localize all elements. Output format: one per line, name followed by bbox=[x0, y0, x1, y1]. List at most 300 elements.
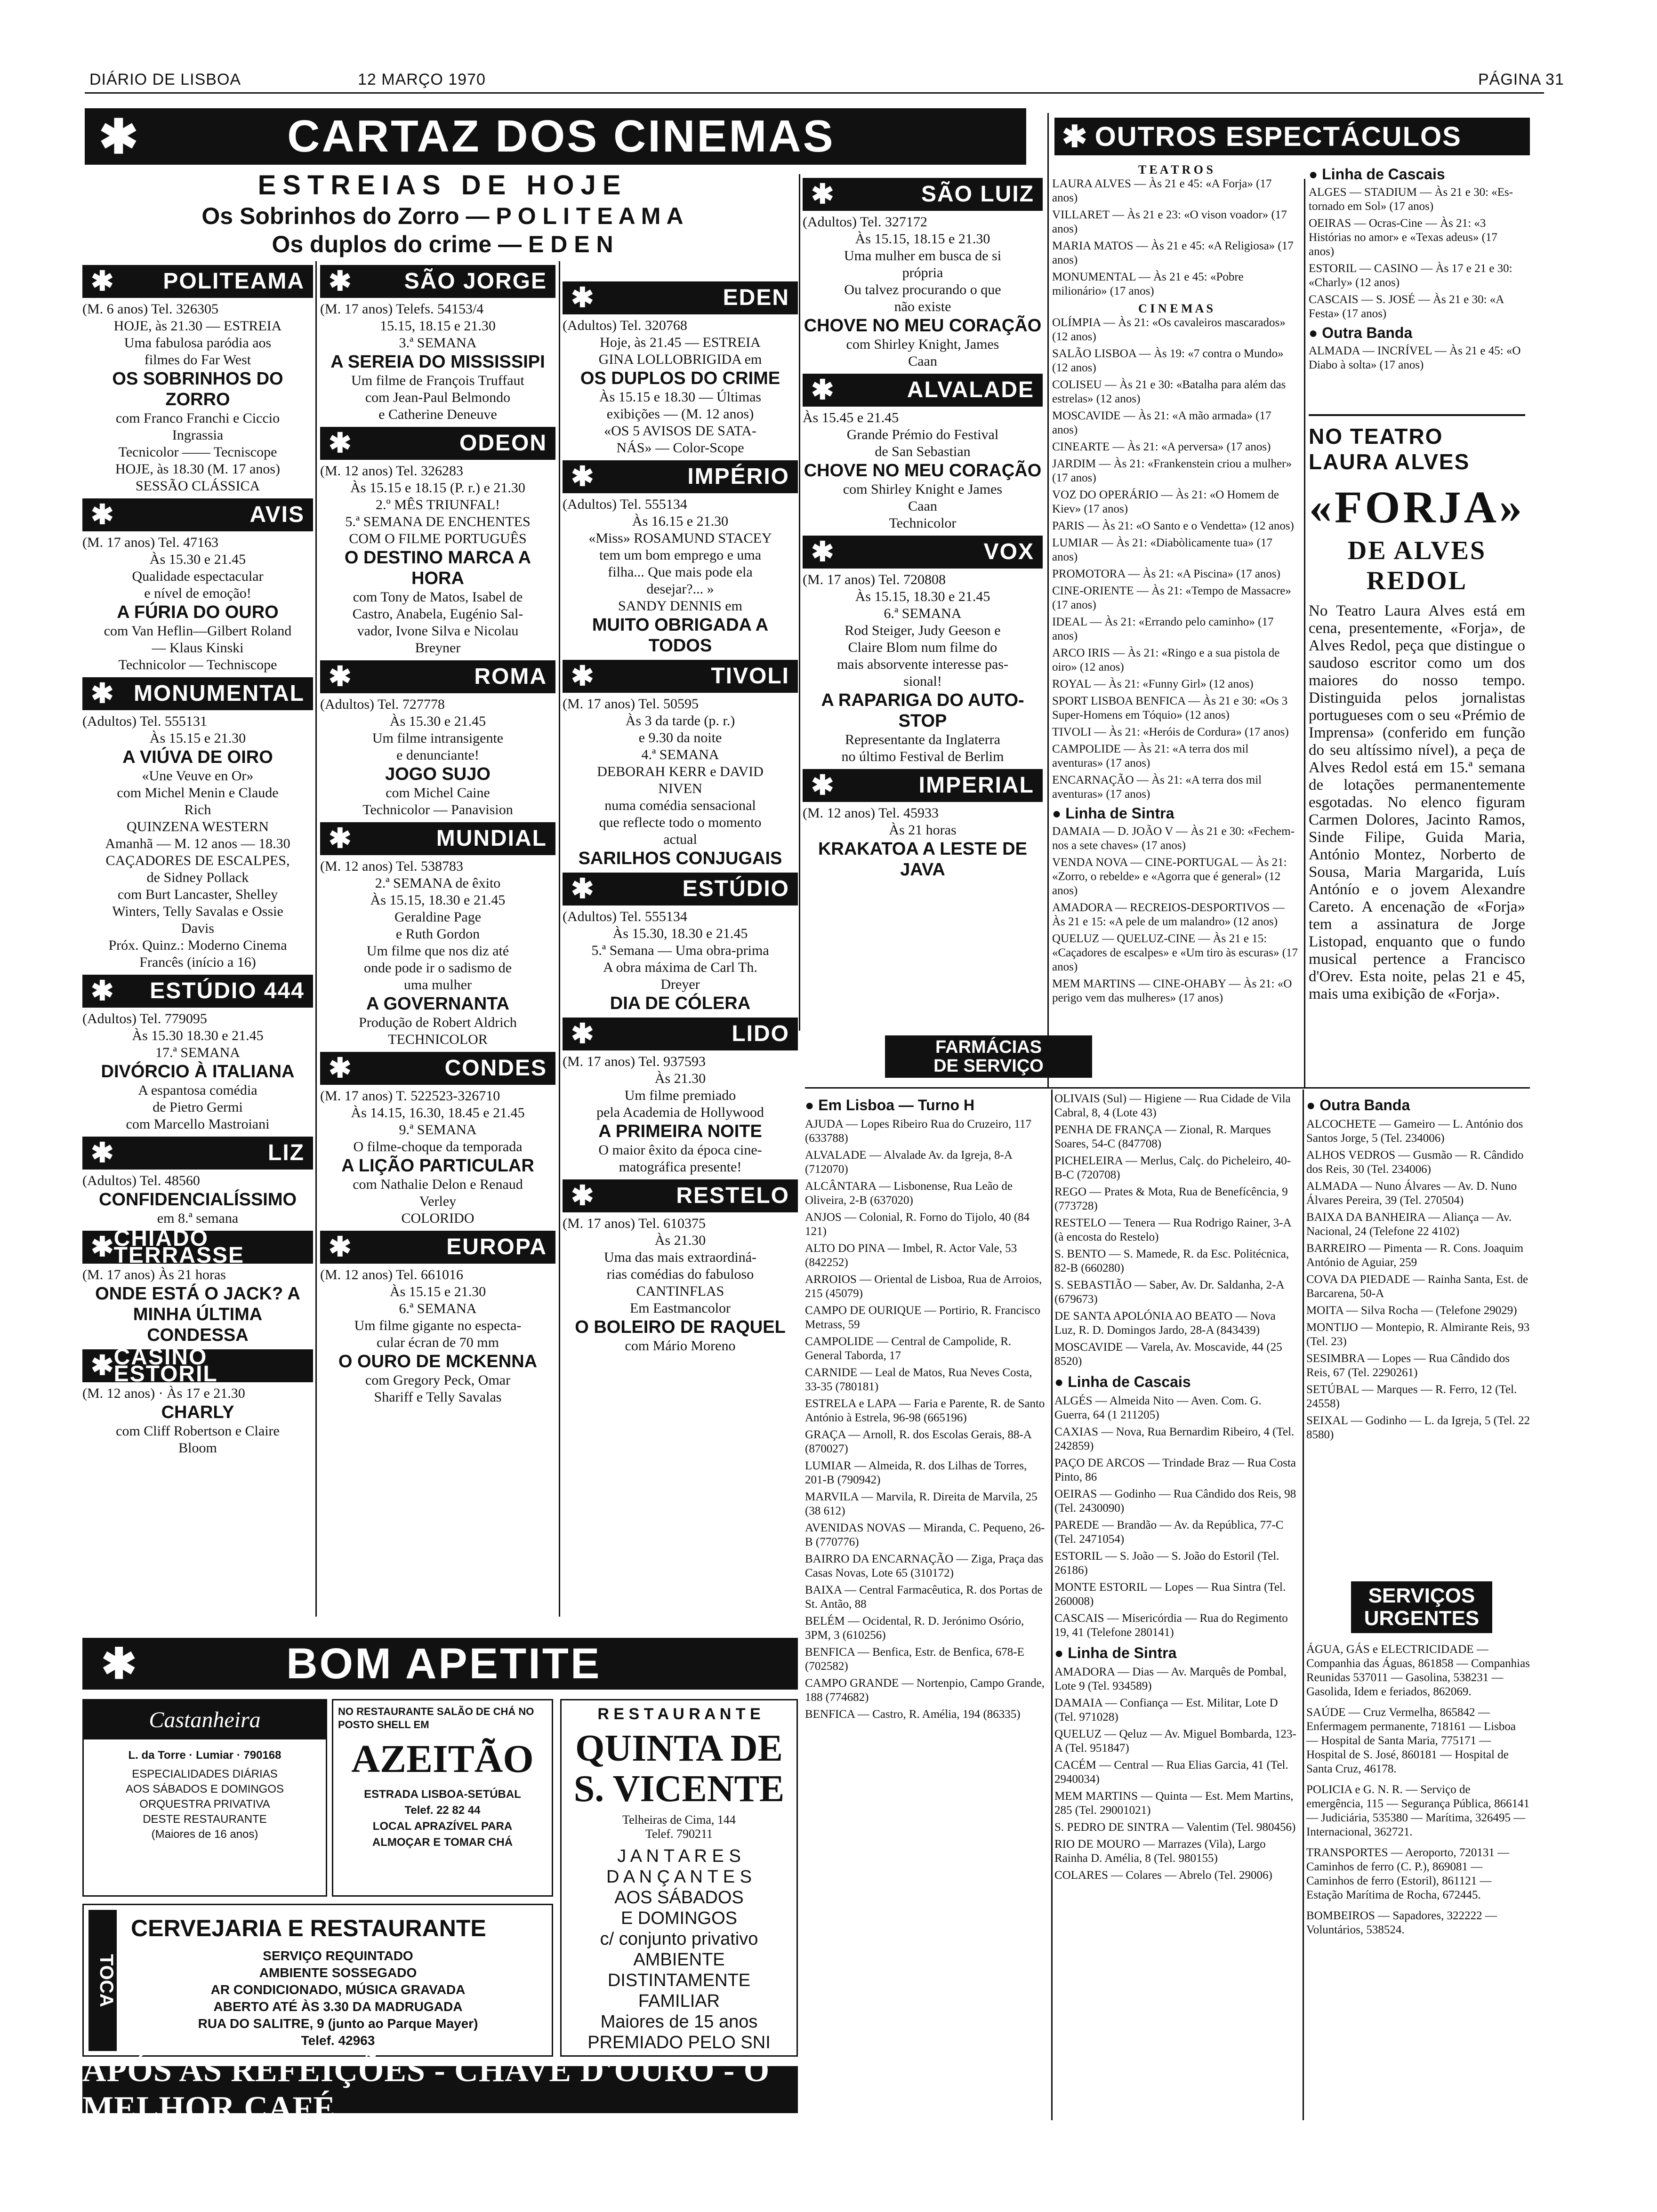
cinema-listing-sao-luiz bbox=[803, 178, 1043, 370]
farm-banda-heading-text: Outra Banda bbox=[1319, 1097, 1410, 1114]
ad-line: FAMILIAR bbox=[638, 1991, 720, 2011]
asterisk-icon: ✱ bbox=[571, 1018, 594, 1049]
listing-line: Claire Blom num filme do bbox=[848, 640, 997, 655]
quinta-phone: Telef. 790211 bbox=[645, 1827, 713, 1841]
cinema-banner bbox=[320, 660, 555, 693]
bullet-icon: ● bbox=[805, 1097, 819, 1114]
farmacias-title: FARMÁCIAS DE SERVIÇO bbox=[933, 1037, 1044, 1076]
listing-line: Caan bbox=[908, 353, 937, 369]
listing-line: Às 15.15 e 21.30 bbox=[389, 1284, 486, 1299]
pharmacy-entry: ALCÂNTARA — Lisbonense, Rua Leão de Oliveira, 2-B (637020) bbox=[805, 1180, 1013, 1207]
listing-line: Ingrassia bbox=[172, 427, 224, 443]
cinema-entry: CINEARTE — Às 21: «A perversa» (17 anos) bbox=[1052, 441, 1271, 453]
cartaz-title: CARTAZ DOS CINEMAS bbox=[287, 111, 835, 161]
outros-banner bbox=[1054, 118, 1530, 155]
cinema-listing-vox bbox=[803, 536, 1043, 765]
listing-line: (M. 12 anos) Tel. 661016 bbox=[320, 1267, 463, 1282]
listing-line: onde pode ir o sadismo de bbox=[363, 960, 512, 976]
cinema-banner bbox=[82, 975, 313, 1008]
cinema-name: IMPÉRIO bbox=[687, 464, 789, 489]
cinema-entry: OLÍMPIA — Às 21: «Os cavaleiros mascarados» (12 anos) bbox=[1052, 316, 1286, 343]
film-title: SARILHOS CONJUGAIS bbox=[578, 849, 782, 868]
listing-line: Um filme premiado bbox=[624, 1088, 736, 1103]
pharmacy-entry: GRAÇA — Arnoll, R. dos Escolas Gerais, 88-A (870027) bbox=[805, 1428, 1031, 1455]
listing-line: (M. 12 anos) Tel. 538783 bbox=[320, 858, 463, 874]
listing-line: Às 15.15 e 18.15 (P. r.) e 21.30 bbox=[350, 480, 525, 496]
asterisk-icon: ✱ bbox=[329, 661, 352, 692]
listing-line: (M. 12 anos) Tel. 326283 bbox=[320, 463, 463, 479]
cartaz-banner bbox=[85, 108, 1026, 165]
listing-line: Francês (início a 16) bbox=[139, 954, 256, 970]
ad-line: ALMOÇAR E TOMAR CHÁ bbox=[372, 1836, 513, 1849]
farmacias-banner bbox=[885, 1035, 1092, 1078]
pharmacy-entry: S. PEDRO DE SINTRA — Valentim (Tel. 980456) bbox=[1054, 1821, 1296, 1834]
cascais-entry: OEIRAS — Ocras-Cine — Às 21: «3 Histórias no amor» e «Texas adeus» (17 anos) bbox=[1309, 217, 1497, 258]
listing-line: Shariff e Telly Savalas bbox=[374, 1389, 502, 1405]
teatro-subtitle: DE ALVES REDOL bbox=[1347, 536, 1487, 595]
listing-line: e denunciante! bbox=[396, 747, 479, 763]
listing-line: (M. 12 anos) Tel. 45933 bbox=[803, 805, 939, 821]
listing-line: Às 16.15 e 21.30 bbox=[632, 513, 729, 529]
cinema-entry: TIVOLI — Às 21: «Heróis de Cordura» (17 anos) bbox=[1052, 726, 1289, 738]
asterisk-icon: ✱ bbox=[811, 179, 834, 209]
sintra-entry: AMADORA — RECREIOS-DESPORTIVOS — Às 21 e 15: «A pele de um malandro» (12 anos) bbox=[1052, 901, 1285, 928]
listing-line: (M. 17 anos) Tel. 937593 bbox=[563, 1054, 706, 1069]
cinema-name: VOX bbox=[983, 539, 1034, 564]
listing-line: Um filme gigante no especta- bbox=[354, 1318, 522, 1333]
cinema-name: ALVALADE bbox=[907, 377, 1034, 402]
pharmacy-entry: PENHA DE FRANÇA — Zional, R. Marques Soares, 54-C (847708) bbox=[1054, 1123, 1271, 1150]
farmacias-rule bbox=[805, 1087, 1530, 1089]
listing-line: 17.ª SEMANA bbox=[155, 1045, 240, 1060]
listing-line: HOJE, às 18.30 (M. 17 anos) bbox=[115, 461, 280, 477]
listing-line: — Klaus Kinski bbox=[152, 640, 244, 656]
page-number: PÁGINA 31 bbox=[1478, 71, 1564, 88]
listing-line: com Shirley Knight e James bbox=[843, 481, 1003, 497]
listing-line: Representante da Inglaterra bbox=[845, 732, 1000, 747]
ad-line: SERVIÇO REQUINTADO bbox=[263, 1948, 413, 1963]
cinema-listing-mundial bbox=[320, 822, 555, 1048]
urgentes-list bbox=[1306, 1643, 1530, 1944]
listing-line: NÁS» — Color-Scope bbox=[616, 440, 744, 456]
film-title: OS DUPLOS DO CRIME bbox=[580, 369, 780, 388]
listing-line: 5.ª SEMANA DE ENCHENTES bbox=[345, 514, 531, 529]
pharmacy-entry: ARROIOS — Oriental de Lisboa, Rua de Arroios, 215 (45079) bbox=[805, 1273, 1042, 1300]
outros-left-column bbox=[1052, 162, 1299, 1008]
pharmacy-entry: S. SEBASTIÃO — Saber, Av. Dr. Saldanha, 2-A (679673) bbox=[1054, 1279, 1284, 1306]
cinema-banner bbox=[563, 873, 798, 906]
pharmacy-entry: ALMADA — Nuno Álvares — Av. D. Nuno Álvares Pereira, 39 (Tel. 270504) bbox=[1306, 1180, 1517, 1207]
listing-line: e Ruth Gordon bbox=[395, 926, 480, 942]
ad-line: Telef. 42963 bbox=[301, 2033, 375, 2048]
cascais-heading-text: Linha de Cascais bbox=[1322, 166, 1445, 183]
listing-line: (M. 17 anos) Tel. 610375 bbox=[563, 1216, 706, 1231]
listing-line: (Adultos) Tel. 327172 bbox=[803, 214, 927, 230]
listing-line: GINA LOLLOBRIGIDA em bbox=[598, 352, 762, 367]
listing-line: COLORIDO bbox=[401, 1210, 475, 1226]
banda-heading-text: Outra Banda bbox=[1322, 324, 1413, 341]
ad-line: RUA DO SALITRE, 9 (junto ao Parque Mayer) bbox=[198, 2016, 478, 2031]
farm-cascais-heading-text: Linha de Cascais bbox=[1068, 1373, 1191, 1390]
listing-line: Dreyer bbox=[660, 977, 700, 992]
film-title: DIA DE CÓLERA bbox=[610, 994, 751, 1013]
listing-line: Castro, Anabela, Eugénio Sal- bbox=[352, 606, 523, 622]
cinema-listing-imperial bbox=[803, 769, 1043, 880]
asterisk-icon: ✱ bbox=[329, 266, 352, 297]
teatro-heading-2: LAURA ALVES bbox=[1309, 449, 1470, 474]
cinema-name: RESTELO bbox=[676, 1183, 789, 1208]
listing-line: (Adultos) Tel. 727778 bbox=[320, 697, 445, 712]
listing-line: Qualidade espectacular bbox=[132, 569, 264, 584]
farm-cascais-heading bbox=[1054, 1373, 1299, 1390]
banda-heading bbox=[1309, 326, 1525, 340]
listing-line: Technicolor — Techniscope bbox=[118, 657, 277, 673]
listing-line: filmes do Far West bbox=[144, 352, 251, 368]
listing-line: HOJE, às 21.30 — ESTREIA bbox=[113, 318, 282, 334]
pharmacy-entry: MARVILA — Marvila, R. Direita de Marvila, 25 (38 612) bbox=[805, 1491, 1038, 1517]
cinema-banner bbox=[563, 1179, 798, 1212]
pharmacy-entry: BAIXA DA BANHEIRA — Aliança — Av. Nacional, 24 (Telefone 22 4102) bbox=[1306, 1211, 1512, 1238]
listing-line: Às 15.30 e 21.45 bbox=[149, 552, 246, 567]
cinema-listing-eden bbox=[563, 281, 798, 457]
urgent-service-entry: TRANSPORTES — Aeroporto, 720131 — Caminhos de ferro (C. P.), 869081 — Caminhos de ferro (Estoril), 861121 — Estação Marítima de Rocha, 672445. bbox=[1306, 1846, 1510, 1901]
pharmacy-entry: CASCAIS — Misericórdia — Rua do Regimento 19, 41 (Telefone 280141) bbox=[1054, 1612, 1288, 1639]
cinema-banner bbox=[82, 677, 313, 710]
estreias-heading: ESTREIAS DE HOJE bbox=[257, 170, 627, 200]
quinta-address: Telheiras de Cima, 144 bbox=[622, 1813, 736, 1827]
listing-line: Um filme que nos diz até bbox=[366, 943, 509, 959]
issue-date: 12 MARÇO 1970 bbox=[358, 71, 486, 88]
pharmacy-entry: BENFICA — Castro, R. Amélia, 194 (86335) bbox=[805, 1708, 1021, 1721]
sintra-entry: DAMAIA — D. JOÃO V — Às 21 e 30: «Fechem-nos a sete chaves» (17 anos) bbox=[1052, 825, 1295, 852]
cinema-listing-condes bbox=[320, 1052, 555, 1227]
column-divider bbox=[1303, 1090, 1304, 2120]
listing-line: matográfica presente! bbox=[619, 1159, 742, 1175]
teatro-heading-1: NO TEATRO bbox=[1309, 424, 1443, 449]
column-divider bbox=[559, 261, 560, 1617]
listing-line: (M. 17 anos) Tel. 50595 bbox=[563, 696, 699, 712]
cinema-banner bbox=[803, 374, 1043, 407]
ad-line: D A N Ç A N T E S bbox=[606, 1867, 752, 1887]
listing-line: Às 15.30 e 21.45 bbox=[389, 713, 486, 729]
cinema-banner bbox=[320, 1052, 555, 1085]
cinema-name: EUROPA bbox=[446, 1234, 547, 1259]
teatros-heading: T E A T R O S bbox=[1138, 163, 1213, 176]
asterisk-icon: ✱ bbox=[571, 874, 594, 904]
cascais-entry: ALGES — STADIUM — Às 21 e 30: «Es-tornado em Sol» (17 anos) bbox=[1309, 186, 1513, 213]
listing-line: Às 15.15 e 21.30 bbox=[149, 730, 246, 746]
sintra-entry: MEM MARTINS — CINE-OHABY — Às 21: «O perigo vem das mulheres» (17 anos) bbox=[1052, 978, 1292, 1004]
listing-line: (M. 17 anos) Tel. 720808 bbox=[803, 572, 946, 587]
listing-line: «Une Veuve en Or» bbox=[142, 768, 254, 784]
cervejaria-lines bbox=[131, 1948, 545, 2049]
listing-line: com Jean-Paul Belmondo bbox=[365, 390, 511, 405]
listing-line: Às 21.30 bbox=[654, 1071, 706, 1086]
ad-line: c/ conjunto privativo bbox=[600, 1929, 758, 1949]
listing-line: com Michel Menin e Claude bbox=[117, 785, 279, 801]
ad-line: ESPECIALIDADES DIÁRIAS bbox=[132, 1768, 278, 1780]
castanheira-lines bbox=[84, 1767, 326, 1842]
listing-line: (Adultos) Tel. 555131 bbox=[82, 713, 207, 729]
listing-line: que reflecte todo o momento bbox=[599, 815, 762, 830]
listing-line: (M. 17 anos) T. 522523-326710 bbox=[320, 1088, 500, 1104]
asterisk-icon: ✱ bbox=[91, 499, 114, 530]
film-title: A PRIMEIRA NOITE bbox=[598, 1122, 762, 1141]
castanheira-logo: Castanheira bbox=[84, 1700, 326, 1739]
cinema-banner bbox=[563, 660, 798, 693]
listing-line: Em Eastmancolor bbox=[629, 1300, 731, 1316]
asterisk-icon: ✱ bbox=[811, 770, 834, 801]
pharmacy-entry: DAMAIA — Confiança — Est. Militar, Lote D (Tel. 971028) bbox=[1054, 1697, 1278, 1723]
listing-line: QUINZENA WESTERN bbox=[127, 819, 269, 834]
listing-line: Às 21 horas bbox=[889, 822, 957, 838]
asterisk-icon: ✱ bbox=[329, 428, 352, 458]
listing-line: 2.º MÊS TRIUNFAL! bbox=[375, 497, 500, 513]
pharmacy-entry: MONTE ESTORIL — Lopes — Rua Sintra (Tel. 260008) bbox=[1054, 1581, 1286, 1608]
cinema-name: LIDO bbox=[732, 1021, 789, 1046]
outros-right-column bbox=[1309, 162, 1525, 375]
listing-line: 2.ª SEMANA de êxito bbox=[375, 875, 501, 891]
urgent-service-entry: POLICIA e G. N. R. — Serviço de emergência, 115 — Segurança Pública, 866141 — Judiciária, 535380 — Marítima, 326495 — Internacional, 362721. bbox=[1306, 1783, 1530, 1838]
listing-line: DEBORAH KERR e DAVID bbox=[597, 764, 764, 779]
listing-line: com Gregory Peck, Omar bbox=[365, 1372, 511, 1388]
cinema-listing-politeama bbox=[82, 265, 313, 495]
urgent-service-entry: SAÚDE — Cruz Vermelha, 865842 — Enfermagem permanente, 718161 — Lisboa — Hospital de Santa Maria, 775171 — Hospital de S. José, 860181 — Hospital de Santa Cruz, 46178. bbox=[1306, 1706, 1516, 1775]
cinema-banner bbox=[82, 498, 313, 531]
asterisk-icon: ✱ bbox=[91, 1138, 114, 1168]
cinema-name: MUNDIAL bbox=[436, 826, 547, 851]
listing-line: Às 15.15, 18.30 e 21.45 bbox=[370, 892, 506, 908]
listing-line: de San Sebastian bbox=[875, 444, 971, 459]
asterisk-icon: ✱ bbox=[329, 1232, 352, 1262]
listing-line: A obra máxima de Carl Th. bbox=[603, 960, 757, 975]
cinema-name: TIVOLI bbox=[711, 664, 789, 689]
listing-line: Verley bbox=[419, 1194, 457, 1209]
teatro-entry: VILLARET — Às 21 e 23: «O vison voador» (17 anos) bbox=[1052, 208, 1287, 235]
listing-line: 6.ª SEMANA bbox=[884, 606, 962, 621]
pharmacy-entry: CAMPO GRANDE — Nortenpio, Campo Grande, 188 (774682) bbox=[805, 1677, 1045, 1704]
listing-line: com Franco Franchi e Ciccio bbox=[115, 410, 280, 426]
listing-line: Rod Steiger, Judy Geeson e bbox=[845, 623, 1001, 638]
pharmacy-entry: SEIXAL — Godinho — L. da Igreja, 5 (Tel. 22 8580) bbox=[1306, 1414, 1530, 1441]
column-divider bbox=[1304, 179, 1305, 1087]
pharmacy-entry: CAMPO DE OURIQUE — Portirio, R. Francisco Metrass, 59 bbox=[805, 1304, 1040, 1331]
listing-line: CAÇADORES DE ESCALPES, bbox=[105, 853, 290, 868]
listing-line: tem um bom emprego e uma bbox=[599, 547, 762, 563]
cinema-entry: CINE-ORIENTE — Às 21: «Tempo de Massacre» (17 anos) bbox=[1052, 585, 1291, 611]
listing-line: Produção de Robert Aldrich bbox=[359, 1015, 517, 1030]
listing-line: Um filme de François Truffaut bbox=[351, 373, 524, 388]
teatro-entry: MARIA MATOS — Às 21 e 45: «A Religiosa» (17 anos) bbox=[1052, 240, 1294, 266]
asterisk-icon: ✱ bbox=[571, 282, 594, 313]
bullet-icon: ● bbox=[1052, 805, 1066, 822]
asterisk-icon: ✱ bbox=[91, 266, 114, 297]
listing-line: com Marcello Mastroiani bbox=[126, 1116, 270, 1132]
listing-line: Às 15.30, 18.30 e 21.45 bbox=[612, 926, 748, 941]
listing-line: COM O FILME PORTUGUÊS bbox=[349, 531, 527, 546]
quinta-name-1: QUINTA DE bbox=[575, 1728, 783, 1769]
ad-line: PREMIADO PELO SNI bbox=[587, 2033, 771, 2052]
pharmacy-entry: PAÇO DE ARCOS — Trindade Braz — Rua Costa Pinto, 86 bbox=[1054, 1457, 1296, 1483]
listing-line: Breyner bbox=[415, 640, 461, 656]
film-title: A GOVERNANTA bbox=[366, 994, 509, 1014]
film-title: A SEREIA DO MISSISSIPI bbox=[330, 352, 545, 372]
cinema-listing-avis bbox=[82, 498, 313, 673]
sintra-heading-text: Linha de Sintra bbox=[1065, 805, 1174, 822]
cinema-banner bbox=[82, 1137, 313, 1170]
listing-line: (Adultos) Tel. 48560 bbox=[82, 1173, 200, 1188]
listing-line: Às 15.15, 18.15 e 21.30 bbox=[855, 231, 990, 247]
pharmacy-entry: ANJOS — Colonial, R. Forno do Tijolo, 40 (84 121) bbox=[805, 1211, 1030, 1238]
film-title: O BOLEIRO DE RAQUEL bbox=[575, 1317, 786, 1337]
listing-line: (Adultos) Tel. 555134 bbox=[563, 909, 687, 924]
farmacias-column-1 bbox=[805, 1092, 1050, 1724]
listing-line: Um filme intransigente bbox=[372, 730, 504, 746]
quinta-top: R E S T A U R A N T E bbox=[597, 1705, 761, 1723]
cinema-name: EDEN bbox=[723, 285, 789, 310]
cinema-banner bbox=[803, 178, 1043, 211]
listing-line: Winters, Telly Savalas e Ossie bbox=[112, 904, 283, 919]
film-title: A FÚRIA DO OURO bbox=[117, 602, 279, 622]
film-title: CHOVE NO MEU CORAÇÃO bbox=[804, 316, 1042, 336]
pharmacy-entry: BARREIRO — Pimenta — R. Cons. Joaquim António de Aguiar, 259 bbox=[1306, 1242, 1524, 1269]
pharmacy-entry: AVENIDAS NOVAS — Miranda, C. Pequeno, 26-B (770776) bbox=[805, 1522, 1045, 1548]
cinema-column-2 bbox=[320, 261, 555, 1406]
column-divider bbox=[1051, 1090, 1053, 2120]
listing-line: Às 21.30 bbox=[654, 1233, 706, 1248]
cinema-listing-restelo bbox=[563, 1179, 798, 1354]
listing-line: e nível de emoção! bbox=[144, 585, 251, 601]
cinema-listing-tivoli bbox=[563, 660, 798, 869]
azeitao-name: AZEITÃO bbox=[351, 1737, 534, 1781]
listing-line: numa comédia sensacional bbox=[604, 798, 756, 813]
listing-line: Às 14.15, 16.30, 18.45 e 21.45 bbox=[351, 1105, 525, 1121]
cascais-entry: ESTORIL — CASINO — Às 17 e 21 e 30: «Charly» (12 anos) bbox=[1309, 262, 1512, 289]
listing-line: Próx. Quinz.: Moderno Cinema bbox=[108, 938, 287, 953]
quinta-name-2: S. VICENTE bbox=[573, 1768, 785, 1810]
bom-apetite-title: BOM APETITE bbox=[286, 1639, 602, 1688]
listing-line: Às 3 da tarde (p. r.) bbox=[625, 713, 735, 729]
toca-logo: TOCA bbox=[88, 1910, 117, 2051]
pharmacy-entry: DE SANTA APOLÓNIA AO BEATO — Nova Luz, R. D. Domingos Jardo, 28-A (843439) bbox=[1054, 1310, 1276, 1337]
listing-line: com Burt Lancaster, Shelley bbox=[117, 887, 278, 902]
farmacias-column-3 bbox=[1306, 1092, 1530, 1445]
outros-title: OUTROS ESPECTÁCULOS bbox=[1094, 121, 1462, 152]
listing-line: Às 15.30 18.30 e 21.45 bbox=[132, 1028, 264, 1043]
listing-line: de Sidney Pollack bbox=[146, 870, 249, 885]
listing-line: (M. 17 anos) Tel. 47163 bbox=[82, 535, 218, 550]
cinema-name: ODEON bbox=[459, 431, 547, 456]
listing-line: exibições — (M. 12 anos) bbox=[606, 406, 754, 422]
listing-line: «Miss» ROSAMUND STACEY bbox=[588, 530, 772, 546]
listing-line: e Catherine Deneuve bbox=[378, 407, 497, 422]
cinema-entry: SALÃO LISBOA — Às 19: «7 contra o Mundo» (12 anos) bbox=[1052, 347, 1284, 374]
listing-line: mais absorvente interesse pas- bbox=[837, 657, 1009, 672]
ad-line: DESTE RESTAURANTE bbox=[143, 1813, 267, 1826]
listing-line: Technicolor — Panavision bbox=[362, 802, 513, 817]
pharmacy-entry: MONTIJO — Montepio, R. Almirante Reis, 93 (Tel. 23) bbox=[1306, 1321, 1530, 1348]
cinema-entry: LUMIAR — Às 21: «Diabòlicamente tua» (17 anos) bbox=[1052, 537, 1272, 563]
cinema-entry: JARDIM — Às 21: «Frankenstein criou a mulher» (17 anos) bbox=[1052, 457, 1292, 484]
cinema-listing-monumental bbox=[82, 677, 313, 971]
ad-line: AOS SÁBADOS E DOMINGOS bbox=[125, 1783, 284, 1795]
cinema-name: IMPERIAL bbox=[918, 773, 1034, 798]
pharmacy-entry: COVA DA PIEDADE — Rainha Santa, Est. de Barcarena, 50-A bbox=[1306, 1273, 1528, 1300]
listing-line: «OS 5 AVISOS DE SATA- bbox=[604, 423, 756, 439]
article-rule bbox=[1309, 414, 1525, 416]
cervejaria-name: CERVEJARIA E RESTAURANTE bbox=[131, 1915, 486, 1941]
teatro-title: «FORJA» bbox=[1309, 482, 1525, 532]
farm-banda-heading bbox=[1306, 1097, 1530, 1114]
asterisk-icon: ✱ bbox=[91, 1350, 114, 1381]
listing-line: Technicolor bbox=[889, 515, 957, 531]
estreia-1: Os Sobrinhos do Zorro — P O L I T E A M A bbox=[201, 203, 684, 229]
cinema-listing-estudio-444 bbox=[82, 975, 313, 1133]
cinema-column-1 bbox=[82, 261, 313, 1457]
asterisk-icon: ✱ bbox=[91, 976, 114, 1006]
listing-line: Davis bbox=[181, 921, 214, 936]
pharmacy-entry: ESTORIL — S. João — S. João do Estoril (Tel. 26186) bbox=[1054, 1550, 1279, 1577]
bullet-icon: ● bbox=[1054, 1373, 1068, 1390]
listing-line: e 9.30 da noite bbox=[638, 730, 722, 745]
pharmacy-entry: ALVALADE — Alvalade Av. da Igreja, 8-A (712070) bbox=[805, 1149, 1012, 1176]
asterisk-icon: ✱ bbox=[329, 1053, 352, 1083]
listing-line: filha... Que mais pode ela bbox=[608, 564, 753, 580]
film-title: CONFIDENCIALÍSSIMO bbox=[98, 1190, 297, 1210]
cinema-name: ROMA bbox=[474, 664, 547, 689]
cinemas-heading: C I N E M A S bbox=[1138, 302, 1213, 315]
listing-line: (M. 12 anos) · Às 17 e 21.30 bbox=[82, 1386, 245, 1401]
cinema-name: CHIADO TERRASSE bbox=[113, 1226, 244, 1268]
cinema-name: POLITEAMA bbox=[163, 269, 305, 294]
bom-apetite-banner bbox=[82, 1638, 798, 1690]
cinema-banner bbox=[563, 281, 798, 314]
listing-line: (M. 17 anos) Telefs. 54153/4 bbox=[320, 301, 484, 317]
cinema-entry: IDEAL — Às 21: «Errando pelo caminho» (17 anos) bbox=[1052, 616, 1274, 642]
film-title: A VIÚVA DE OIRO bbox=[122, 747, 273, 767]
pharmacy-entry: RESTELO — Tenera — Rua Rodrigo Rainer, 3-A (à encosta do Restelo) bbox=[1054, 1217, 1291, 1243]
listing-line: rias comédias do fabuloso bbox=[606, 1266, 754, 1282]
pharmacy-entry: MEM MARTINS — Quinta — Est. Mem Martins, 285 (Tel. 29001021) bbox=[1054, 1790, 1294, 1817]
ad-line: AR CONDICIONADO, MÚSICA GRAVADA bbox=[210, 1982, 466, 1997]
cinema-banner bbox=[82, 1345, 313, 1387]
pharmacy-entry: REGO — Prates & Mota, Rua de Benefícência, 9 (773728) bbox=[1054, 1186, 1288, 1212]
pharmacy-entry: COLARES — Colares — Abrelo (Tel. 29006) bbox=[1054, 1869, 1272, 1882]
listing-line: não existe bbox=[894, 299, 951, 314]
cinema-listing-lido bbox=[563, 1018, 798, 1176]
ad-line: AMBIENTE bbox=[633, 1950, 725, 1970]
castanheira-address: L. da Torre · Lumiar · 790168 bbox=[128, 1749, 282, 1762]
cinema-name: AVIS bbox=[249, 502, 305, 527]
listing-line: própria bbox=[902, 265, 943, 281]
cinema-banner bbox=[320, 1231, 555, 1264]
pharmacy-entry: MOSCAVIDE — Varela, Av. Moscavide, 44 (25 8520) bbox=[1054, 1341, 1282, 1368]
chave-douro-text: APÓS AS REFEIÇÕES - CHAVE D'OURO - O MELHOR CAFÉ bbox=[82, 2052, 770, 2126]
column-divider bbox=[799, 174, 800, 1031]
listing-line: com Tony de Matos, Isabel de bbox=[353, 589, 523, 605]
ad-line: DISTINTAMENTE bbox=[607, 1971, 751, 1990]
listing-line: com Cliff Robertson e Claire bbox=[116, 1423, 280, 1439]
bullet-icon: ● bbox=[1054, 1644, 1068, 1661]
azeitao-top: NO RESTAURANTE SALÃO DE CHÁ NO POSTO SHELL EM bbox=[338, 1706, 534, 1731]
listing-line: Caan bbox=[908, 498, 937, 514]
listing-line: actual bbox=[663, 832, 697, 847]
asterisk-icon: ✱ bbox=[101, 1640, 137, 1688]
urgent-service-entry: ÁGUA, GÁS e ELECTRICIDADE — Companhia das Águas, 861858 — Companhias Reunidas 537011 — Gasolina, 538231 — Gasolida, Idem e feriados, 862069. bbox=[1306, 1643, 1530, 1698]
cinema-banner bbox=[803, 769, 1043, 802]
bullet-icon: ● bbox=[1309, 166, 1322, 183]
cinema-name: LIZ bbox=[268, 1140, 305, 1165]
